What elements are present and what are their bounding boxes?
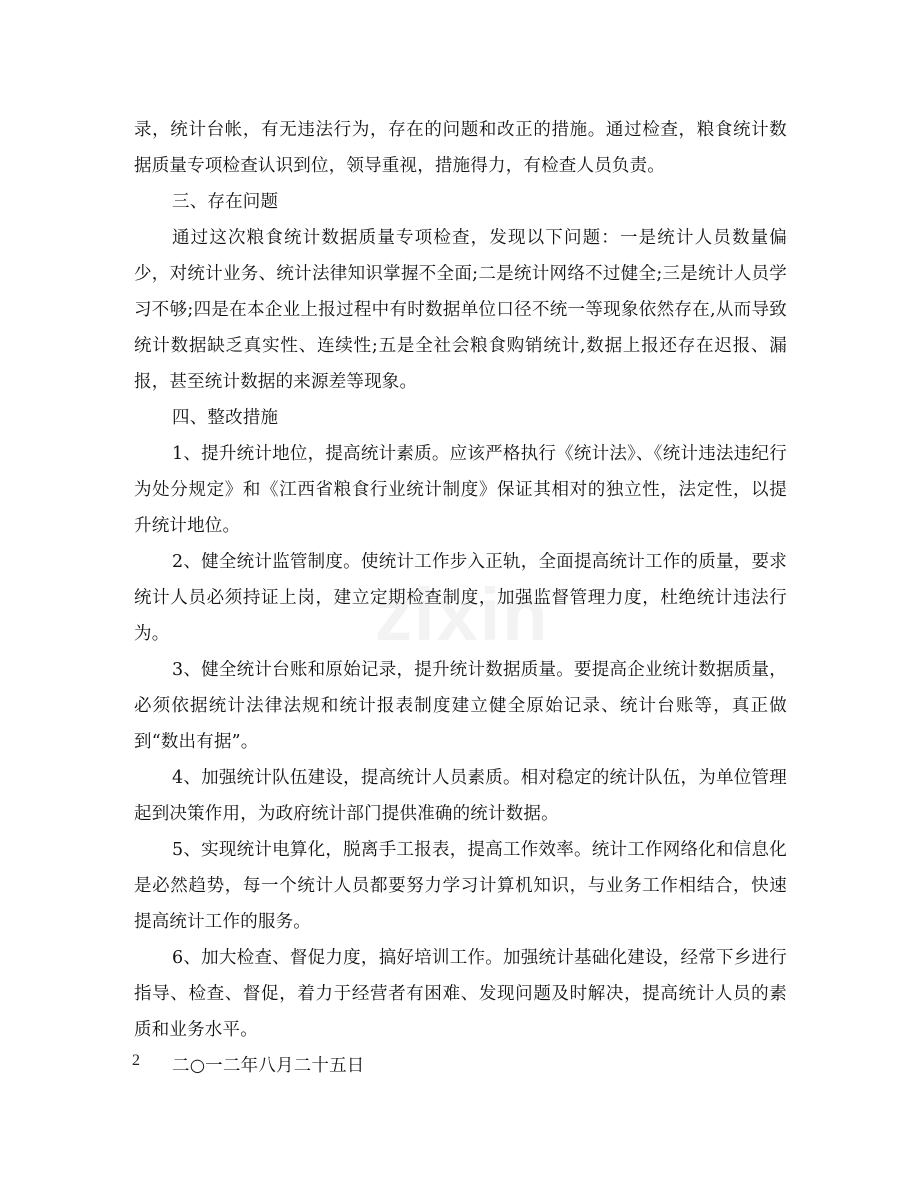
paragraph-continuation: 录，统计台帐，有无违法行为，存在的问题和改正的措施。通过检查，粮食统计数据质量专项检查认识到位，领导重视，措施得力，有检查人员负责。 — [134, 120, 787, 176]
paragraph-problems: 通过这次粮食统计数据质量专项检查，发现以下问题：一是统计人员数量偏少，对统计业务、统计法律知识掌握不全面;二是统计网络不过健全;三是统计人员学习不够;四是在本企业上报过程中有时数据单位口径不统一等现象依然存在,从而导致统计数据缺乏真实性、连续性;五是全社会粮食购销统计,数据上报还存在迟报、漏报，甚至统计数据的来源差等现象。 — [134, 228, 787, 392]
watermark: zixin — [375, 573, 550, 656]
measure-item-6: 6、加大检查、督促力度，搞好培训工作。加强统计基础化建设，经常下乡进行指导、检查、督促，着力于经营者有困难、发现问题及时解决，提高统计人员的素质和业务水平。 — [134, 948, 787, 1040]
section-heading-measures: 四、整改措施 — [172, 408, 279, 428]
document-date: 二○一二年八月二十五日 — [172, 1056, 365, 1076]
page-number: 2 — [132, 1052, 140, 1069]
measure-item-4: 4、加强统计队伍建设，提高统计人员素质。相对稳定的统计队伍，为单位管理起到决策作用，为政府统计部门提供准确的统计数据。 — [134, 768, 787, 824]
measure-item-2: 2、健全统计监管制度。使统计工作步入正轨，全面提高统计工作的质量，要求统计人员必须持证上岗，建立定期检查制度，加强监督管理力度，杜绝统计违法行为。 — [134, 552, 787, 644]
measure-item-5: 5、实现统计电算化，脱离手工报表，提高工作效率。统计工作网络化和信息化是必然趋势，每一个统计人员都要努力学习计算机知识，与业务工作相结合，快速提高统计工作的服务。 — [134, 840, 787, 932]
section-heading-problems: 三、存在问题 — [172, 192, 279, 212]
measure-item-1: 1、提升统计地位，提高统计素质。应该严格执行《统计法》、《统计违法违纪行为处分规定》和《江西省粮食行业统计制度》保证其相对的独立性，法定性，以提升统计地位。 — [134, 444, 787, 536]
measure-item-3: 3、健全统计台账和原始记录，提升统计数据质量。要提高企业统计数据质量，必须依据统计法律法规和统计报表制度建立健全原始记录、统计台账等，真正做到“数出有据”。 — [134, 660, 787, 752]
body-text — [134, 112, 787, 1084]
